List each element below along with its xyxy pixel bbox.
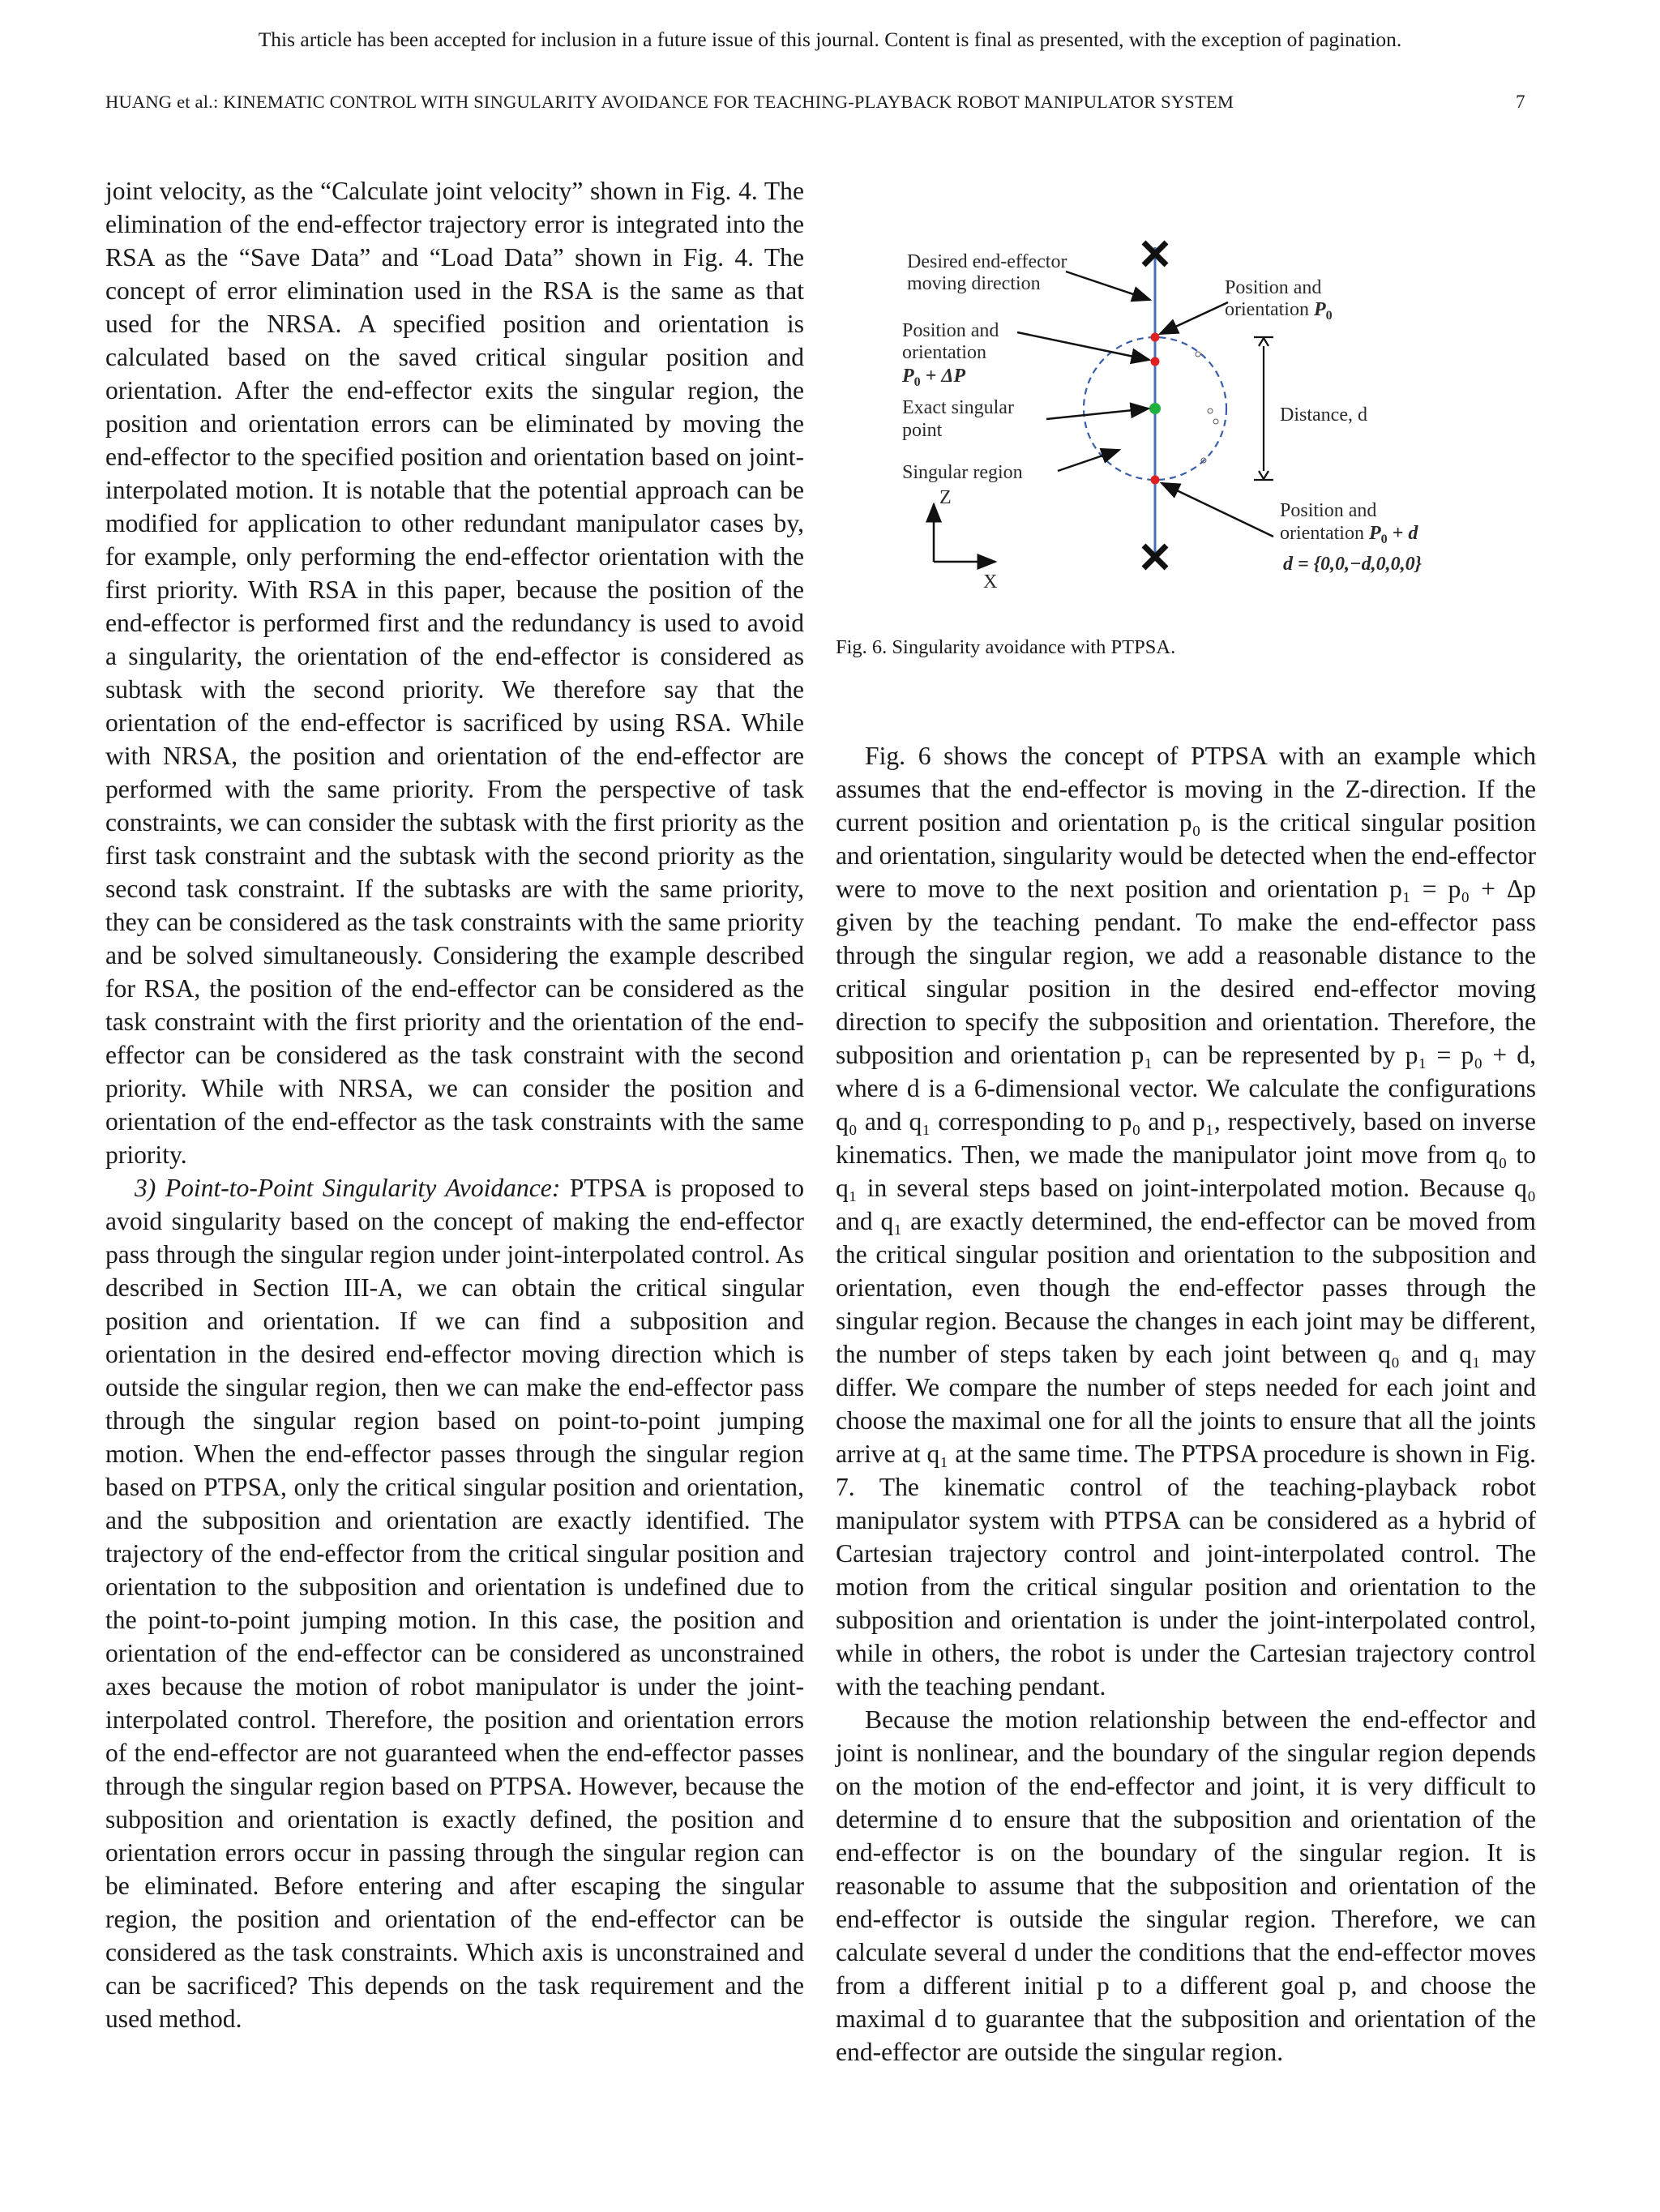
region-marker-dot: [1213, 419, 1218, 424]
running-head: HUANG et al.: KINEMATIC CONTROL WITH SINGULARITY AVOIDANCE FOR TEACHING-PLAYBACK ROBOT MANIPULATOR SYSTEM: [105, 92, 1234, 112]
p0-d-arrow: [1162, 483, 1273, 537]
label-pdp-sub: 0: [913, 375, 921, 389]
acceptance-notice: This article has been accepted for inclusion in a future issue of this journal. Content is final as presented, with the exception of pagination.: [258, 28, 1402, 51]
right-paragraph-2: Because the motion relationship between the end-effector and joint is nonlinear, and the boundary of the singular region depends on the motion of the end-effector and joint, it is very difficult to determine d to ensure that the subposition and orientation of the end-effector is on the boundary of the singular region. It is reasonable to assume that the subposition and orientation of the end-effector is outside the singular region. Therefore, we can calculate several d under the conditions that the end-effector moves from a different initial p to a different goal p, and choose the maximal d to guarantee that the subposition and orientation of the end-effector are outside the singular region.: [836, 1705, 1536, 2066]
label-pd-sub: 0: [1380, 533, 1388, 546]
figure-6: [888, 231, 1504, 600]
label-pdp-rest: + ΔP: [920, 366, 966, 387]
label-pdp-a: Position and: [902, 320, 999, 341]
label-p0-b: orientation: [1225, 299, 1309, 320]
left-column: [105, 174, 804, 2035]
p0-arrow: [1160, 302, 1228, 334]
label-pdp-sym: P: [902, 366, 914, 387]
figure-6-caption: Fig. 6. Singularity avoidance with PTPSA.: [836, 636, 1176, 658]
label-desired: Desired end-effector: [907, 251, 1067, 272]
left-paragraph-1: joint velocity, as the “Calculate joint velocity” shown in Fig. 4. The elimination of the end-effector trajectory error is integrated into the RSA as the “Save Data” and “Load Data” shown in Fig. 4. The concept of error elimination used in the RSA is the same as that used for the NRSA. A specified position and orientation is calculated based on the saved critical singular position and orientation. After the end-effector exits the singular region, the position and orientation errors can be eliminated by moving the end-effector to the specified position and orientation based on joint-interpolated motion. It is notable that the potential approach can be modified for application to other redundant manipulator cases by, for example, only performing the end-effector orientation with the first priority. With RSA in this paper, because the position of the end-effector is performed first and the redundancy is used to avoid a singularity, the orientation of the end-effector is considered as subtask with the second priority. We therefore say that the orientation of the end-effector is sacrificed by using RSA. While with NRSA, the position and orientation of the end-effector are performed with the same priority. From the perspective of task constraints, we can consider the subtask with the first priority as the first task constraint and the subtask with the second priority as the second task constraint. If the subtasks are with the same priority, they can be considered as the task constraints with the same priority and be solved simultaneously. Considering the example described for RSA, the position of the end-effector can be considered as the task constraint with the first priority and the orientation of the end-effector can be considered as the task constraint with the second priority. While with NRSA, we can consider the position and orientation of the end-effector as the task constraints with the same priority.: [105, 177, 804, 1169]
label-p0-sub: 0: [1325, 309, 1333, 323]
region-marker-dot: [1196, 352, 1200, 357]
exact-singular-point: [1149, 403, 1161, 414]
label-p0-sym: P: [1313, 299, 1326, 320]
right-paragraph-1: Fig. 6 shows the concept of PTPSA with an example which assumes that the end-effector is moving in the Z-direction. If the current position and orientation p₀ is the critical singular position and orientation, singularity would be detected when the end-effector were to move to the next position and orientation p₁ = p₀ + Δp given by the teaching pendant. To make the end-effector pass through the singular region, we add a reasonable distance to the critical singular position in the desired end-effector moving direction to specify the subposition and orientation. Therefore, the subposition and orientation p₁ can be represented by p₁ = p₀ + d, where d is a 6-dimensional vector. We calculate the configurations q₀ and q₁ corresponding to p₀ and p₁, respectively, based on inverse kinematics. Then, we made the manipulator joint move from q₀ to q₁ in several steps based on joint-interpolated motion. Because q₀ and q₁ are exactly determined, the end-effector can be moved from the critical singular position and orientation to the subposition and orientation, even though the end-effector passes through the singular region. Because the changes in each joint may be different, the number of steps taken by each joint between q₀ and q₁ may differ. We compare the number of steps needed for each joint and choose the maximal one for all the joints to ensure that all the joints arrive at q₁ at the same time. The PTPSA procedure is shown in Fig. 7. The kinematic control of the teaching-playback robot manipulator system with PTPSA can be considered as a hybrid of Cartesian trajectory control and joint-interpolated control. The motion from the critical singular position and orientation to the subposition and orientation is under the joint-interpolated control, while in others, the robot is under the Cartesian trajectory control with the teaching pendant.: [836, 742, 1536, 1701]
point-p0-plus-d: [1151, 476, 1160, 485]
label-p0-a: Position and: [1225, 277, 1322, 298]
exact-point-arrow: [1046, 409, 1149, 419]
label-p0: [1225, 299, 1333, 323]
label-exact-a: Exact singular: [902, 397, 1014, 418]
axis-x-label: X: [983, 571, 998, 593]
left-paragraph-2: [105, 1171, 804, 2035]
figure-6-diagram: [888, 231, 1504, 600]
label-pd-sym: P: [1368, 523, 1381, 544]
region-marker-dot: [1208, 409, 1213, 413]
label-pd: [1280, 523, 1418, 546]
region-arrow: [1058, 450, 1119, 471]
p0-dp-arrow: [1017, 332, 1149, 360]
label-pdp-c: [901, 366, 965, 389]
axis-z-label: Z: [939, 487, 952, 508]
right-column: [836, 739, 1536, 2069]
point-p0: [1151, 333, 1160, 342]
label-region: Singular region: [902, 462, 1023, 483]
label-pd-a: Position and: [1280, 500, 1377, 521]
label-d-equation: d = {0,0,−d,0,0,0}: [1283, 554, 1422, 575]
desired-direction-arrow: [1066, 272, 1150, 300]
label-distance: Distance, d: [1280, 404, 1367, 426]
distance-bracket: [1254, 337, 1273, 480]
section-heading: 3) Point-to-Point Singularity Avoidance:: [135, 1174, 561, 1202]
point-p0-plus-dp: [1151, 357, 1160, 366]
label-pdp-b: orientation: [902, 342, 986, 363]
label-pd-rest: + d: [1387, 523, 1418, 544]
label-exact-b: point: [902, 420, 943, 441]
coordinate-axes: [934, 504, 995, 562]
label-desired-2: moving direction: [907, 273, 1041, 294]
page-number: 7: [1516, 92, 1525, 112]
left-paragraph-2-text: PTPSA is proposed to avoid singularity based on the concept of making the end-effector pass through the singular region under joint-interpolated control. As described in Section III-A, we can obtain the critical singular position and orientation. If we can find a subposition and orientation in the desired end-effector moving direction which is outside the singular region, then we can make the end-effector pass through the singular region based on point-to-point jumping motion. When the end-effector passes through the singular region based on PTPSA, only the critical singular position and orientation, and the subposition and orientation are exactly identified. The trajectory of the end-effector from the critical singular position and orientation to the subposition and orientation is undefined due to the point-to-point jumping motion. In this case, the position and orientation of the end-effector can be considered as unconstrained axes because the motion of robot manipulator is under the joint-interpolated control. Therefore, the position and orientation errors of the end-effector are not guaranteed when the end-effector passes through the singular region based on PTPSA. However, because the subposition and orientation is exactly defined, the position and orientation errors occur in passing through the singular region can be eliminated. Before entering and after escaping the singular region, the position and orientation of the end-effector can be considered as the task constraints. Which axis is unconstrained and can be sacrificed? This depends on the task requirement and the used method.: [105, 1174, 804, 2033]
label-pd-b: orientation: [1280, 523, 1364, 544]
